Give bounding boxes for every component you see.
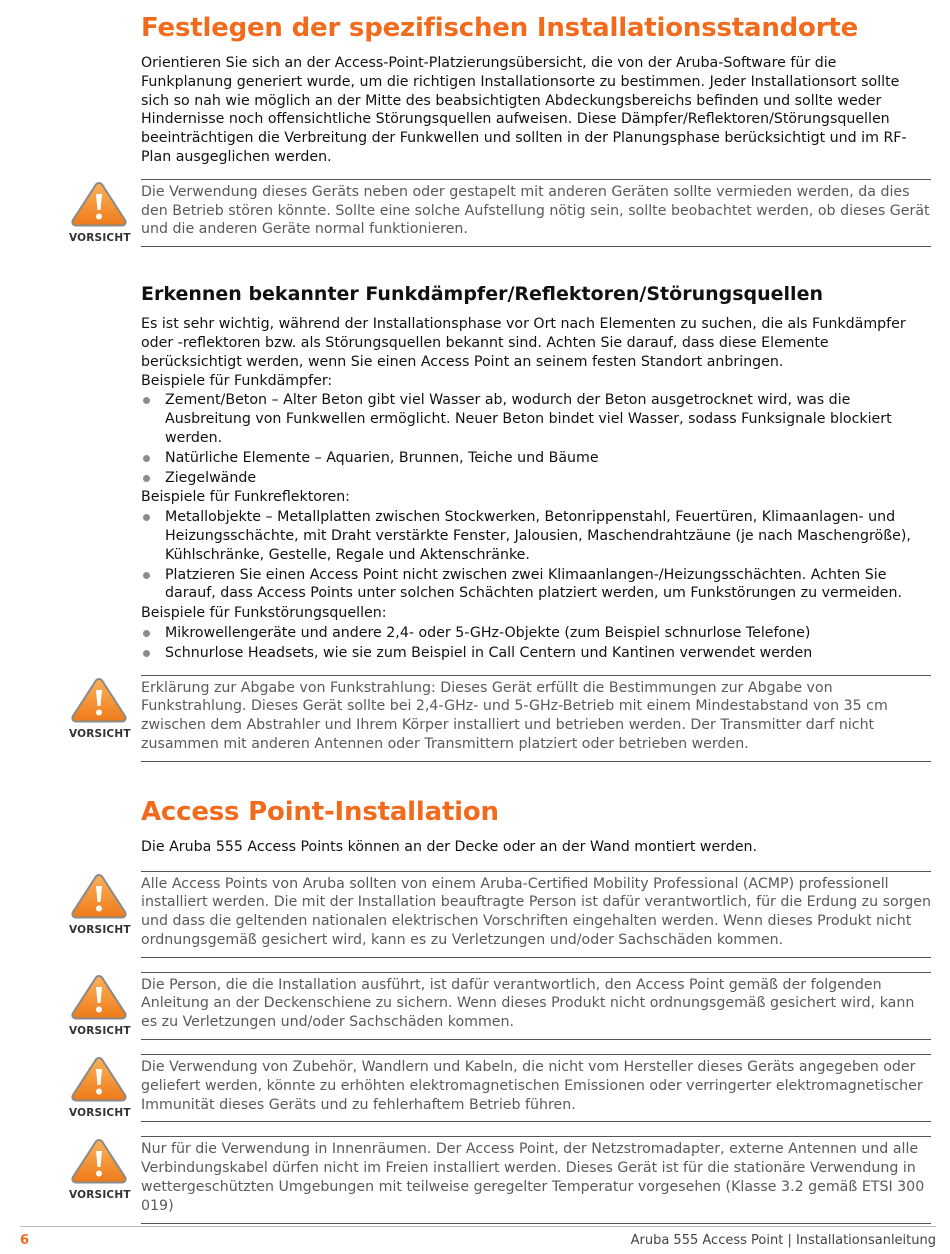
section-intro: Es ist sehr wichtig, während der Installationsphase vor Ort nach Elementen zu suchen, die als Funkdämpfer oder -reflektoren bzw. als Störungsquellen bekannt sind. Achten Sie darauf, dass diese Elemente berücksichtigt werden, wenn Sie einen Access Point an seinem festen Standort anbringen. <box>141 316 906 370</box>
caution-box <box>69 179 931 247</box>
caution-text: Die Verwendung dieses Geräts neben oder gestapelt mit anderen Geräten sollte vermieden werden, da dies den Betrieb stören könnte. Sollte eine solche Aufstellung nötig sein, sollte beobachtet werden, ob dieses Gerät und die anderen Geräte normal funktionieren. <box>141 183 930 238</box>
caution-text: Die Person, die die Installation ausführt, ist dafür verantwortlich, den Access Point gemäß der folgenden Anleitung an der Deckenschiene zu sichern. Wenn dieses Produkt nicht ordnungsgemäß gesichert wird, kann es zu Verletzungen und/oder Sachschäden kommen. <box>141 976 915 1031</box>
damper-list <box>141 391 931 487</box>
caution-box <box>69 1054 931 1122</box>
interference-heading: Beispiele für Funkstörungsquellen: <box>141 605 387 622</box>
caution-box <box>69 675 931 762</box>
caution-badge <box>69 1055 129 1123</box>
page-number: 6 <box>20 1233 30 1248</box>
warning-icon <box>69 973 129 1021</box>
list-item: Ziegelwände <box>141 469 931 488</box>
caution-box <box>69 972 931 1040</box>
interference-list <box>141 624 931 663</box>
list-item: Natürliche Elemente – Aquarien, Brunnen, Teiche und Bäume <box>141 449 931 468</box>
caution-badge <box>69 872 129 940</box>
list-item: Zement/Beton – Alter Beton gibt viel Wasser ab, wodurch der Beton ausgetrocknet wird, was die Ausbreitung von Funkwellen ermöglicht. Neuer Beton bindet viel Wasser, sodass Funksignale blockiert werden. <box>141 391 931 447</box>
caution-badge <box>69 180 129 248</box>
footer-doc-title: Installationsanleitung <box>795 1233 936 1248</box>
caution-label: VORSICHT <box>69 1107 131 1120</box>
warning-icon <box>69 1137 129 1185</box>
list-item: Schnurlose Headsets, wie sie zum Beispiel in Call Centern und Kantinen verwendet werden <box>141 644 931 663</box>
footer-separator: | <box>787 1233 792 1248</box>
caution-box <box>69 871 931 958</box>
caution-label: VORSICHT <box>69 1024 131 1037</box>
section-body: Die Aruba 555 Access Points können an der Decke oder an der Wand montiert werden. <box>141 838 758 855</box>
caution-label: VORSICHT <box>69 1189 131 1202</box>
damper-heading: Beispiele für Funkdämpfer: <box>141 372 333 389</box>
warning-icon <box>69 1055 129 1103</box>
caution-label: VORSICHT <box>69 727 131 740</box>
warning-icon <box>69 872 129 920</box>
section-body: Orientieren Sie sich an der Access-Point-Platzierungsübersicht, die von der Aruba-Software für die Funkplanung generiert wurde, um die richtigen Installationsorte zu bestimmen. Jeder Installationsort sollte sich so nah wie möglich an der Mitte des beabsichtigten Abdeckungsbereichs befinden und sollte weder Hindernisse noch offensichtliche Störungsquellen aufweisen. Diese Dämpfer/Reflektoren/Störungsquellen beeinträchtigen die Verbreitung der Funkwellen und sollten in der Planungsphase berücksichtigt und im RF-Plan ausgeglichen werden. <box>141 55 907 165</box>
page-content <box>69 12 931 1224</box>
warning-icon <box>69 676 129 724</box>
reflector-heading: Beispiele für Funkreflektoren: <box>141 489 350 506</box>
list-item: Metallobjekte – Metallplatten zwischen Stockwerken, Betonrippenstahl, Feuertüren, Klimaanlagen- und Heizungsschächte, mit Draht verstärkte Fenster, Jalousien, Maschendrahtzäune (je nach Maschengröße), Kühlschränke, Gestelle, Regale und Aktenschränke. <box>141 508 931 564</box>
caution-label: VORSICHT <box>69 923 131 936</box>
list-item: Mikrowellengeräte und andere 2,4- oder 5-GHz-Objekte (zum Beispiel schnurlose Telefone) <box>141 624 931 643</box>
caution-text: Nur für die Verwendung in Innenräumen. Der Access Point, der Netzstromadapter, externe Antennen und alle Verbindungskabel dürfen nicht im Freien installiert werden. Dieses Gerät ist für die stationäre Verwendung in wettergeschützten Umgebungen mit teilweise geregelter Temperatur vorgesehen (Klasse 3.2 gemäß ETSI 300 019) <box>141 1141 925 1214</box>
caution-label: VORSICHT <box>69 231 131 244</box>
section-title-installation-sites: Festlegen der spezifischen Installationsstandorte <box>141 13 859 43</box>
reflector-list <box>141 508 931 603</box>
caution-text: Erklärung zur Abgabe von Funkstrahlung: Dieses Gerät erfüllt die Bestimmungen zur Abgabe von Funkstrahlung. Dieses Gerät sollte bei 2,4-GHz- und 5-GHz-Betrieb mit einem Mindestabstand von 35 cm zwischen dem Abstrahler und Ihrem Körper installiert und betrieben werden. Der Transmitter darf nicht zusammen mit anderen Antennen oder Transmittern platziert oder betrieben werden. <box>141 679 888 752</box>
caution-badge <box>69 1137 129 1205</box>
caution-badge <box>69 973 129 1041</box>
caution-box <box>69 1136 931 1223</box>
warning-icon <box>69 180 129 228</box>
caution-badge <box>69 676 129 744</box>
section-title-interference: Erkennen bekannter Funkdämpfer/Reflektoren/Störungsquellen <box>141 283 823 306</box>
footer-product: Aruba 555 Access Point <box>630 1233 784 1248</box>
footer-doc-info <box>631 1233 936 1248</box>
caution-text: Die Verwendung von Zubehör, Wandlern und Kabeln, die nicht vom Hersteller dieses Geräts angegeben oder geliefert werden, könnte zu erhöhten elektromagnetischen Emissionen oder verringerter elektromagnetischer Immunität dieses Geräts und zu fehlerhaftem Betrieb führen. <box>141 1059 923 1113</box>
caution-text: Alle Access Points von Aruba sollten von einem Aruba-Certified Mobility Professional (ACMP) professionell installiert werden. Die mit der Installation beauftragte Person ist dafür verantwortlich, für die Erdung zu sorgen und dass die geltenden nationalen elektrischen Vorschriften eingehalten werden. Wenn dieses Produkt nicht ordnungsgemäß gesichert wird, kann es zu Verletzungen und/oder Sachschäden kommen. <box>141 875 931 948</box>
page-footer <box>20 1226 936 1248</box>
list-item: Platzieren Sie einen Access Point nicht zwischen zwei Klimaanlangen-/Heizungsschächten. Achten Sie darauf, dass Access Points unter solchen Schächten platziert werden, um Funkstörungen zu vermeiden. <box>141 566 931 604</box>
section-title-ap-installation: Access Point-Installation <box>141 796 499 827</box>
